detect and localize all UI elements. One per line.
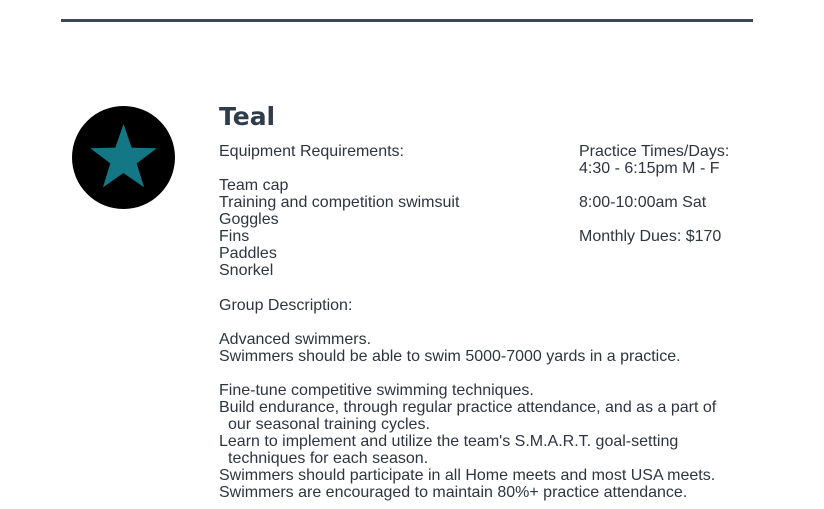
- description-line: Swimmers should be able to swim 5000-7000 yards in a practice.: [219, 348, 681, 365]
- equipment-section: [219, 143, 459, 279]
- goal-line: Swimmers should participate in all Home meets and most USA meets.: [219, 467, 716, 484]
- equipment-item: Goggles: [219, 211, 279, 228]
- goal-line: our seasonal training cycles.: [228, 416, 430, 433]
- description-section: [219, 297, 716, 501]
- group-title: Teal: [219, 102, 276, 131]
- equipment-heading: Equipment Requirements:: [219, 143, 404, 160]
- goal-line: Swimmers are encouraged to maintain 80%+ practice attendance.: [219, 484, 688, 501]
- equipment-item: Paddles: [219, 245, 277, 262]
- monthly-dues: Monthly Dues: $170: [579, 228, 722, 245]
- goal-line: Learn to implement and utilize the team's S.M.A.R.T. goal-setting: [219, 433, 679, 450]
- equipment-item: Team cap: [219, 177, 289, 194]
- group-badge: [72, 106, 175, 209]
- description-line: Advanced swimmers.: [219, 331, 372, 348]
- goal-line: Build endurance, through regular practice attendance, and as a part of: [219, 399, 717, 416]
- practice-section: [579, 143, 729, 245]
- equipment-item: Fins: [219, 228, 250, 245]
- practice-heading: Practice Times/Days:: [579, 143, 730, 160]
- section-divider: [61, 19, 753, 22]
- description-heading: Group Description:: [219, 297, 353, 314]
- goal-line: techniques for each season.: [228, 450, 429, 467]
- equipment-item: Training and competition swimsuit: [219, 194, 460, 211]
- equipment-item: Snorkel: [219, 262, 274, 279]
- practice-saturday-time: 8:00-10:00am Sat: [579, 194, 707, 211]
- practice-weekday-time: 4:30 - 6:15pm M - F: [579, 160, 720, 177]
- goal-line: Fine-tune competitive swimming techniques.: [219, 382, 534, 399]
- star-icon: [87, 121, 160, 194]
